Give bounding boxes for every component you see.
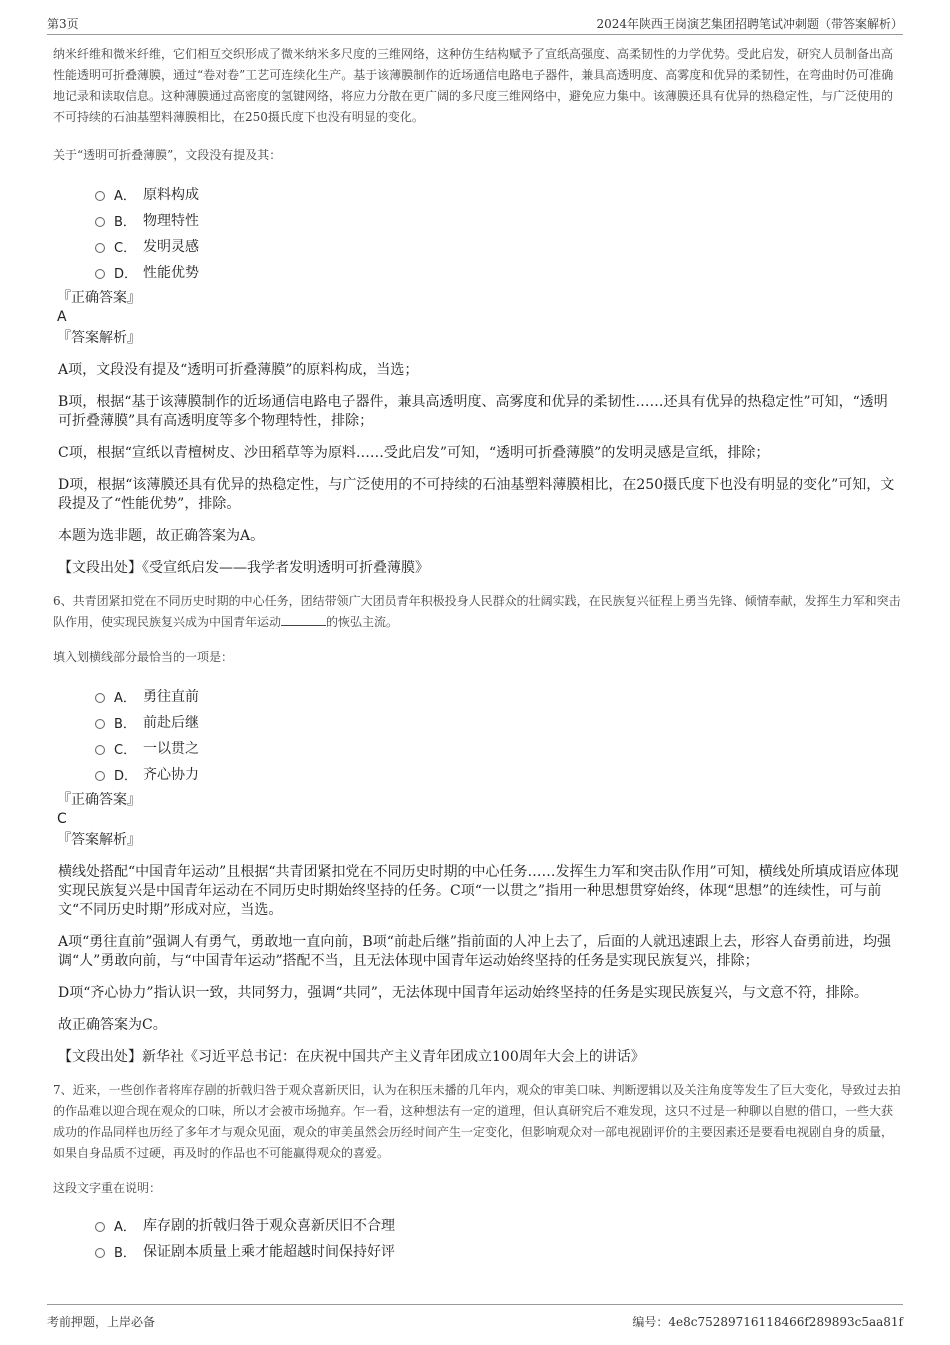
q7-question: 这段文字重在说明： xyxy=(53,1181,162,1195)
q6-option-d[interactable]: D． 齐心协力 xyxy=(95,761,901,787)
q7-option-a[interactable]: A． 库存剧的折戟归咎于观众喜新厌旧不合理 xyxy=(95,1212,901,1238)
q6-source: 【文段出处】新华社《习近平总书记：在庆祝中国共产主义青年团成立100周年大会上的讲话》 xyxy=(58,1049,645,1065)
radio-icon[interactable] xyxy=(95,191,105,201)
q5-answer: A xyxy=(57,309,67,325)
radio-icon[interactable] xyxy=(95,719,105,729)
q5-analysis-label: 『答案解析』 xyxy=(57,330,141,346)
radio-icon[interactable] xyxy=(95,217,105,227)
q5-conclusion: 本题为选非题，故正确答案为A。 xyxy=(58,528,265,544)
document-title: 2024年陕西王岗演艺集团招聘笔试冲刺题（带答案解析） xyxy=(596,17,903,31)
q5-analysis-c: C项，根据“宣纸以青檀树皮、沙田稻草等为原料……受此启发”可知，“透明可折叠薄膜”的发明灵感是宣纸，排除； xyxy=(58,445,770,461)
q5-option-b[interactable]: B． 物理特性 xyxy=(95,207,901,233)
radio-icon[interactable] xyxy=(95,745,105,755)
q5-analysis-a: A项，文段没有提及“透明可折叠薄膜”的原料构成，当选； xyxy=(58,362,419,378)
radio-icon[interactable] xyxy=(95,1222,105,1232)
q6-analysis-d: D项“齐心协力”指认识一致，共同努力，强调“共同”，无法体现中国青年运动始终坚持的任务是实现民族复兴，与文意不符，排除。 xyxy=(58,985,868,1001)
q6-analysis-ab: A项“勇往直前”强调人有勇气，勇敢地一直向前，B项“前赴后继”指前面的人冲上去了，后面的人就迅速跟上去，形容人奋勇前进，均强调“人”勇敢向前，与“中国青年运动”搭配不当，且无法体现中国青年运动始终坚持的任务是实现民族复兴，排除； xyxy=(58,934,892,969)
q5-analysis-d: D项，根据“该薄膜还具有优异的热稳定性，与广泛使用的不可持续的石油基塑料薄膜相比，在250摄氏度下也没有明显的变化”可知，文段提及了“性能优势”，排除。 xyxy=(58,477,895,512)
q5-question: 关于“透明可折叠薄膜”，文段没有提及其： xyxy=(53,148,282,162)
page-header xyxy=(47,12,903,35)
q6-analysis-main: 横线处搭配“中国青年运动”且根据“共青团紧扣党在不同历史时期的中心任务……发挥生力军和突击队作用”可知，横线处所填成语应体现实现民族复兴是中国青年运动在不同历史时期始终坚持的任务。C项“一以贯之”指用一种思想贯穿始终，体现“思想”的连续性，可与前文“不同历史时期”形成对应，当选。 xyxy=(58,864,899,918)
q6-option-c[interactable]: C． 一以贯之 xyxy=(95,735,901,761)
document-id: 编号：4e8c75289716118466f289893c5aa81f xyxy=(632,1315,903,1329)
q6-answer-label: 『正确答案』 xyxy=(57,792,141,808)
q7-options xyxy=(95,1212,901,1264)
q5-option-d[interactable]: D． 性能优势 xyxy=(95,259,901,285)
page-footer xyxy=(47,1304,903,1335)
q6-analysis-label: 『答案解析』 xyxy=(57,832,141,848)
q5-analysis-b: B项，根据“基于该薄膜制作的近场通信电路电子器件，兼具高透明度、高雾度和优异的柔韧性……还具有优异的热稳定性”可知，“透明可折叠薄膜”具有高透明度等多个物理特性，排除； xyxy=(58,394,888,429)
q5-answer-label: 『正确答案』 xyxy=(57,290,141,306)
footer-slogan: 考前押题，上岸必备 xyxy=(47,1315,156,1329)
radio-icon[interactable] xyxy=(95,693,105,703)
q5-option-c[interactable]: C． 发明灵感 xyxy=(95,233,901,259)
page-number: 第3页 xyxy=(47,17,79,31)
radio-icon[interactable] xyxy=(95,1248,105,1258)
q5-option-a[interactable]: A． 原料构成 xyxy=(95,181,901,207)
intro-passage: 纳米纤维和微米纤维，它们相互交织形成了微米纳米多尺度的三维网络，这种仿生结构赋予了宣纸高强度、高柔韧性的力学优势。受此启发，研究人员制备出高性能透明可折叠薄膜，通过“卷对卷”工艺可连续化生产。基于该薄膜制作的近场通信电路电子器件，兼具高透明度、高雾度和优异的柔韧性，在弯曲时仍可准确地记录和读取信息。这种薄膜通过高密度的氢键网络，将应力分散在更广阔的多尺度三维网络中，避免应力集中。该薄膜还具有优异的热稳定性，与广泛使用的不可持续的石油基塑料薄膜相比，在250摄氏度下也没有明显的变化。 xyxy=(53,47,894,124)
fill-blank xyxy=(281,613,326,626)
q6-answer: C xyxy=(57,811,67,827)
radio-icon[interactable] xyxy=(95,243,105,253)
document-body xyxy=(53,44,901,1264)
q6-option-b[interactable]: B． 前赴后继 xyxy=(95,709,901,735)
radio-icon[interactable] xyxy=(95,269,105,279)
q5-source: 【文段出处】《受宣纸启发——我学者发明透明可折叠薄膜》 xyxy=(58,560,429,576)
radio-icon[interactable] xyxy=(95,771,105,781)
q6-option-a[interactable]: A． 勇往直前 xyxy=(95,683,901,709)
q5-options xyxy=(95,181,901,285)
q7-stem: 7、近来，一些创作者将库存剧的折戟归咎于观众喜新厌旧，认为在积压未播的几年内，观众的审美口味、判断逻辑以及关注角度等发生了巨大变化，导致过去拍的作品难以迎合现在观众的口味，所以才会被市场抛弃。乍一看，这种想法有一定的道理，但认真研究后不难发现，这只不过是一种聊以自慰的借口，一些大获成功的作品同样也历经了多年才与观众见面，观众的审美虽然会历经时间产生一定变化，但影响观众对一部电视剧评价的主要因素还是要看电视剧自身的质量，如果自身品质不过硬，再及时的作品也不可能赢得观众的喜爱。 xyxy=(53,1083,901,1160)
q6-stem: 6、共青团紧扣党在不同历史时期的中心任务，团结带领广大团员青年积极投身人民群众的壮阔实践，在民族复兴征程上勇当先锋、倾情奉献，发挥生力军和突击队作用，使实现民族复兴成为中国青年运动 的恢弘主流。 xyxy=(53,594,901,629)
q7-option-b[interactable]: B． 保证剧本质量上乘才能超越时间保持好评 xyxy=(95,1238,901,1264)
q6-conclusion: 故正确答案为C。 xyxy=(58,1017,167,1033)
q6-question: 填入划横线部分最恰当的一项是： xyxy=(53,650,234,664)
q6-options xyxy=(95,683,901,787)
